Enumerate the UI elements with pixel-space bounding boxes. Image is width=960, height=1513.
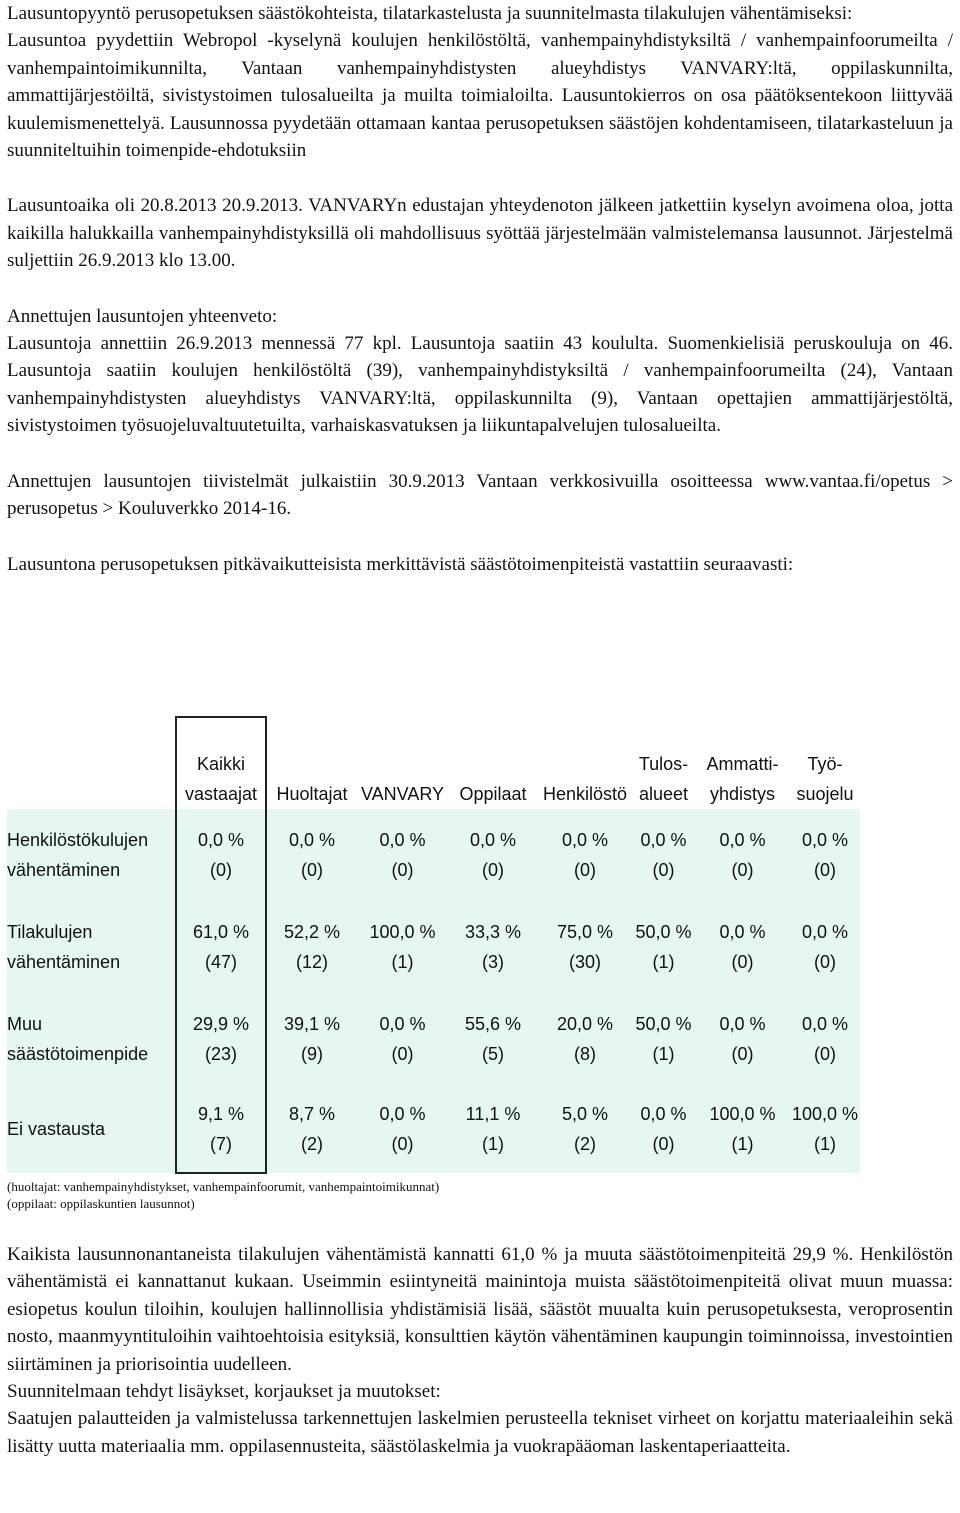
percent-value: 0,0 %: [379, 1104, 426, 1124]
note-oppilaat: (oppilaat: oppilaskuntien lausunnot): [7, 1196, 195, 1211]
value-cell: [448, 901, 538, 993]
percent-value: 0,0 %: [197, 830, 245, 850]
value-cell: [538, 993, 632, 1085]
results-table-wrap: [7, 716, 867, 1212]
count-value: (0): [814, 952, 836, 972]
percent-value: 0,0 %: [379, 830, 426, 850]
count-value: (1): [652, 952, 675, 972]
value-cell: [695, 809, 790, 901]
note-huoltajat: (huoltajat: vanhempainyhdistykset, vanhempainfoorumit, vanhempaintoimikunnat): [7, 1179, 440, 1194]
column-header: Tulos-alueet: [632, 717, 695, 809]
column-header: Kaikki vastaajat: [176, 717, 266, 809]
percent-value: 0,0 %: [801, 922, 849, 942]
count-value: (1): [482, 1134, 504, 1154]
percent-value: 33,3 %: [464, 922, 522, 942]
column-header: Huoltajat: [266, 717, 357, 809]
percent-value: 5,0 %: [561, 1104, 609, 1124]
count-value: (0): [482, 860, 504, 880]
count-value: (23): [204, 1044, 237, 1064]
row-label: Ei vastausta: [7, 1085, 176, 1173]
table-row: [7, 809, 860, 901]
value-cell: [266, 993, 357, 1085]
count-value: (1): [814, 1134, 836, 1154]
column-header: Työ-suojelu: [790, 717, 860, 809]
value-cell: [538, 901, 632, 993]
percent-value: 0,0 %: [719, 922, 766, 942]
percent-value: 52,2 %: [283, 922, 341, 942]
consultation-description: Lausuntoa pyydettiin Webropol -kyselynä koulujen henkilöstöltä, vanhempainyhdistyksiltä / vanhempainfoorumeilta / vanhempaintoimikunnilta, Vantaan vanhempainyhdistysten alueyhdistys VANVARY:ltä, oppilaskunnilta, ammattijärjestöiltä, sivistystoimen tulosalueilta ja muilta toimialoilta. Lausuntokierros on osa päätöksentekoon liittyvää kuulemismenettelyä. Lausunnossa pyydetään ottamaan kantaa perusopetuksen säästöjen kohdentamiseen, tilatarkasteluun ja suunniteltuihin toimenpide-ehdotuksiin: [7, 30, 953, 162]
percent-value: 100,0 %: [369, 922, 436, 942]
value-cell: [632, 901, 695, 993]
column-header: VANVARY: [357, 717, 448, 809]
table-row: [7, 901, 860, 993]
count-value: (0): [301, 860, 323, 880]
value-cell: [357, 1085, 448, 1173]
percent-value: 0,0 %: [469, 830, 517, 850]
count-value: (2): [301, 1134, 323, 1154]
count-value: (8): [574, 1044, 596, 1064]
changes-heading: Suunnitelmaan tehdyt lisäykset, korjaukset ja muutokset:: [7, 1381, 441, 1403]
count-value: (0): [574, 860, 596, 880]
row-label: Tilakulujen vähentäminen: [7, 901, 176, 993]
percent-value: 55,6 %: [464, 1014, 522, 1034]
summary-heading: Annettujen lausuntojen yhteenveto:: [7, 305, 278, 327]
percent-value: 100,0 %: [709, 1104, 776, 1124]
count-value: (0): [391, 1044, 414, 1064]
percent-value: 75,0 %: [556, 922, 614, 942]
count-value: (30): [568, 952, 601, 972]
count-value: (0): [391, 860, 414, 880]
percent-value: 0,0 %: [561, 830, 609, 850]
count-value: (0): [814, 860, 836, 880]
count-value: (0): [731, 860, 754, 880]
consultation-period: Lausuntoaika oli 20.8.2013 20.9.2013. VANVARYn edustajan yhteydenoton jälkeen jatkettiin kyselyn avoimena oloa, jotta kaikilla halukkailla vanhempainyhdistyksillä oli mahdollisuus syöttää järjestelmään valmistelemansa lausunnot. Järjestelmä suljettiin 26.9.2013 klo 13.00.: [7, 195, 953, 272]
value-cell: [357, 901, 448, 993]
count-value: (2): [574, 1134, 596, 1154]
count-value: (9): [301, 1044, 323, 1064]
count-value: (12): [295, 952, 328, 972]
title-paragraph: Lausuntopyyntö perusopetuksen säästökohteista, tilatarkastelusta ja suunnitelmasta tilakulujen vähentämiseksi:: [7, 3, 853, 24]
value-cell: [790, 1085, 860, 1173]
count-value: (47): [204, 952, 237, 972]
table-header-row: [7, 717, 860, 809]
value-cell: [176, 1085, 266, 1173]
percent-value: 0,0 %: [379, 1014, 426, 1034]
value-cell: [538, 809, 632, 901]
count-value: (5): [482, 1044, 504, 1064]
value-cell: [266, 901, 357, 993]
count-value: (0): [652, 860, 675, 880]
value-cell: [632, 993, 695, 1085]
value-cell: [448, 993, 538, 1085]
percent-value: 0,0 %: [640, 830, 687, 850]
count-value: (0): [652, 1134, 675, 1154]
percent-value: 100,0 %: [791, 1104, 859, 1124]
percent-value: 0,0 %: [288, 830, 336, 850]
results-table: [7, 716, 860, 1174]
row-label: Muu säästötoimenpide: [7, 993, 176, 1085]
percent-value: 0,0 %: [719, 1014, 766, 1034]
percent-value: 0,0 %: [640, 1104, 687, 1124]
percent-value: 50,0 %: [635, 1014, 692, 1034]
column-header: Ammatti-yhdistys: [695, 717, 790, 809]
value-cell: [357, 809, 448, 901]
count-value: (1): [391, 952, 414, 972]
percent-value: 0,0 %: [719, 830, 766, 850]
count-value: (0): [391, 1134, 414, 1154]
value-cell: [695, 993, 790, 1085]
percent-value: 50,0 %: [635, 922, 692, 942]
percent-value: 29,9 %: [192, 1014, 250, 1034]
count-value: (0): [731, 1044, 754, 1064]
value-cell: [176, 901, 266, 993]
value-cell: [695, 901, 790, 993]
summary-paragraph: Lausuntoja annettiin 26.9.2013 mennessä 77 kpl. Lausuntoja saatiin 43 koululta. Suomenkielisiä peruskouluja on 46. Lausuntoja saatiin koulujen henkilöstöltä (39), vanhempainyhdistyksiltä / vanhempainfoorumeilta (24), Vantaan vanhempainyhdistysten alueyhdistys VANVARY:ltä, oppilaskunnilta (9), Vantaan opettajien ammattijärjestöltä, sivistystoimen työsuojeluvaltuutetuilta, varhaiskasvatuksen ja liikuntapalvelujen tulosalueilta.: [7, 333, 953, 437]
count-value: (0): [731, 952, 754, 972]
value-cell: [632, 809, 695, 901]
table-notes: [7, 1178, 867, 1212]
table-row: [7, 1085, 860, 1173]
percent-value: 0,0 %: [801, 830, 849, 850]
column-header: Oppilaat: [448, 717, 538, 809]
result-analysis: Kaikista lausunnonantaneista tilakulujen vähentämistä kannatti 61,0 % ja muuta säästötoimenpiteitä 29,9 %. Henkilöstön vähentämistä ei kannattanut kukaan. Useimmin esiintyneitä mainintoja muista säästötoimenpiteitä olivat muun muassa: esiopetus koulun tiloihin, koulujen hallinnollisia yhdistämisiä lisää, säästöt muualta kuin perusopetuksesta, veroprosentin nosto, maanmyyntituloihin vaihtoehtoisia esityksiä, konsulttien käytön vähentäminen kaupungin toiminnoissa, investointien siirtäminen ja priorisointia uudelleen.: [7, 1244, 953, 1375]
column-header: Henkilöstö: [538, 717, 632, 809]
value-cell: [538, 1085, 632, 1173]
value-cell: [176, 809, 266, 901]
count-value: (7): [210, 1133, 232, 1154]
value-cell: [448, 809, 538, 901]
value-cell: [448, 1085, 538, 1173]
publication-paragraph: Annettujen lausuntojen tiivistelmät julkaistiin 30.9.2013 Vantaan verkkosivuilla osoitteessa www.vantaa.fi/opetus > perusopetus > Kouluverkko 2014-16.: [7, 470, 953, 520]
table-row: [7, 993, 860, 1085]
count-value: (0): [210, 860, 232, 880]
value-cell: [790, 901, 860, 993]
value-cell: [790, 993, 860, 1085]
value-cell: [695, 1085, 790, 1173]
changes-paragraph: Saatujen palautteiden ja valmistelussa tarkennettujen laskelmien perusteella tekniset virheet on korjattu materiaaleihin sekä lisätty uutta materiaalia mm. oppilasennusteita, säästölaskelmia ja vuokrapääoman laskentaperiaatteita.: [7, 1408, 953, 1457]
percent-value: 20,0 %: [556, 1014, 614, 1034]
percent-value: 8,7 %: [288, 1104, 336, 1124]
percent-value: 9,1 %: [197, 1103, 245, 1124]
value-cell: [266, 1085, 357, 1173]
percent-value: 39,1 %: [283, 1014, 341, 1034]
value-cell: [176, 993, 266, 1085]
percent-value: 61,0 %: [192, 922, 250, 942]
percent-value: 11,1 %: [465, 1104, 521, 1124]
count-value: (1): [652, 1044, 675, 1064]
percent-value: 0,0 %: [801, 1014, 849, 1034]
count-value: (1): [731, 1134, 754, 1154]
row-label: Henkilöstökulujen vähentäminen: [7, 809, 176, 901]
document-bottom: [7, 1241, 953, 1460]
header-corner: [7, 717, 176, 809]
value-cell: [632, 1085, 695, 1173]
value-cell: [266, 809, 357, 901]
count-value: (3): [482, 952, 504, 972]
value-cell: [790, 809, 860, 901]
value-cell: [357, 993, 448, 1085]
table-intro: Lausuntona perusopetuksen pitkävaikutteisista merkittävistä säästötoimenpiteistä vastattiin seuraavasti:: [7, 553, 794, 575]
count-value: (0): [814, 1044, 836, 1064]
document-top: [7, 0, 953, 578]
